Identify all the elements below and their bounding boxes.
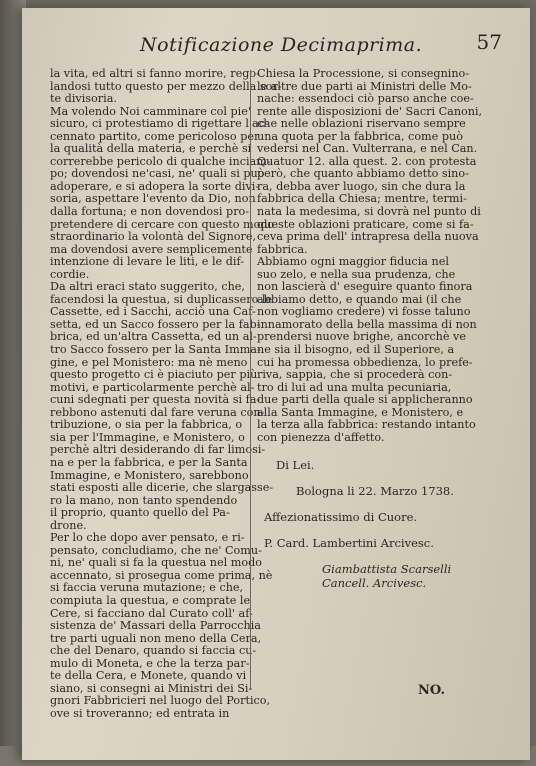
text-line: ove si troveranno; ed entrata in bbox=[50, 706, 230, 720]
text-line: tro di lui ad una multa pecuniaria, bbox=[257, 380, 452, 394]
text-line: dalla fortuna; e non dovendosi pro- bbox=[50, 205, 250, 219]
text-line: la terza alla fabbrica: restando intanto bbox=[257, 418, 476, 432]
text-line: na e per la fabbrica, e per la Santa bbox=[50, 455, 248, 469]
text-line: la qualità della materia, e perchè si bbox=[50, 142, 252, 156]
page-header bbox=[140, 30, 520, 60]
text-line: landosi tutto questo per mezzo della sor- bbox=[50, 79, 282, 93]
text-line: correrebbe pericolo di qualche inciam- bbox=[50, 154, 271, 168]
text-line: cordie. bbox=[50, 267, 90, 281]
text-line: però, che quanto abbiamo detto sino- bbox=[257, 167, 469, 181]
text-line: compiuta la questua, e comprate le bbox=[50, 593, 251, 607]
text-line: sia per l'Immagine, e Monistero, o bbox=[50, 430, 245, 444]
text-line: straordinario la volontà del Signore, bbox=[50, 230, 257, 244]
text-line: accennato, si prosegua come prima, nè bbox=[50, 568, 273, 582]
text-line: cui ha promessa obbedienza, lo prefe- bbox=[257, 355, 473, 369]
text-line: due parti della quale si applicheranno bbox=[257, 393, 473, 407]
text-line: motivi, e particolarmente perchè al- bbox=[50, 380, 255, 394]
text-line: setta, ed un Sacco fossero per la fab- bbox=[50, 317, 261, 331]
text-line: po; dovendosi ne'casi, ne' quali si può bbox=[50, 167, 265, 181]
text-line: si faccia veruna mutazione; e che, bbox=[50, 581, 244, 595]
text-line: una quota per la fabbrica, come può bbox=[257, 129, 463, 143]
text-line: gnori Fabbricieri nel luogo del Portico, bbox=[50, 694, 271, 708]
text-line: tribuzione, o sia per la fabbrica, o bbox=[50, 418, 243, 432]
salutation-di-lei: Di Lei. bbox=[276, 458, 315, 472]
signatory: P. Card. Lambertini Arcivesc. bbox=[264, 536, 434, 550]
catchword: NO. bbox=[418, 683, 445, 698]
left-text-column bbox=[50, 67, 282, 720]
text-line: Per lo che dopo aver pensato, e ri- bbox=[50, 531, 245, 545]
text-line: Cassette, ed i Sacchi, acciò una Caf- bbox=[50, 305, 256, 319]
text-line: la vita, ed altri si fanno morire, rego- bbox=[50, 67, 260, 80]
text-line: questo progetto ci è piaciuto per più bbox=[50, 368, 258, 382]
text-line: ra, debba aver luogo, sin che dura la bbox=[257, 179, 466, 193]
text-line: ni, ne' quali si fa la questua nel modo bbox=[50, 556, 263, 570]
text-line: mulo di Moneta, e che la terza par- bbox=[50, 656, 250, 670]
text-line: Abbiamo ogni maggior fiducia nel bbox=[257, 255, 449, 269]
text-line: alla Santa Immagine, e Monistero, e bbox=[257, 405, 464, 419]
text-line: fabbrica. bbox=[257, 242, 308, 256]
text-line: Chiesa la Processione, si consegnino- bbox=[257, 67, 470, 80]
date-line: Bologna li 22. Marzo 1738. bbox=[296, 484, 454, 498]
text-line: riva, sappia, che si procederà con- bbox=[257, 368, 453, 382]
text-line: adoperare, e si adopera la sorte divi- bbox=[50, 179, 260, 193]
text-line: soria, aspettare l'evento da Dio, non bbox=[50, 192, 256, 206]
text-line: ne sia il bisogno, ed il Superiore, a bbox=[257, 343, 455, 357]
text-line: suo zelo, e nella sua prudenza, che bbox=[257, 267, 456, 281]
text-line: ma dovendosi avere semplicemente bbox=[50, 242, 253, 256]
text-line: drone. bbox=[50, 518, 87, 532]
valediction: Affezionatissimo di Cuore. bbox=[264, 510, 418, 524]
text-line: cennato partito, come pericoloso per bbox=[50, 129, 260, 143]
text-line: il proprio, quanto quello del Pa- bbox=[50, 506, 230, 520]
text-line: perchè altri desiderando di far limosi- bbox=[50, 443, 266, 457]
text-line: Cere, si facciano dal Curato coll' af- bbox=[50, 606, 253, 620]
text-line: fabbrica della Chiesa; mentre, termi- bbox=[257, 192, 467, 206]
secretary-name: Giambattista Scarselli bbox=[322, 562, 452, 576]
text-line: gine, e pel Monistero: ma nè meno bbox=[50, 355, 248, 369]
text-line: rebbono astenuti dal fare veruna con- bbox=[50, 405, 265, 419]
text-line: facendosi la questua, si duplicassero le bbox=[50, 292, 273, 306]
text-line: brica, ed un'altra Cassetta, ed un al- bbox=[50, 330, 257, 344]
text-line: Da altri eraci stato suggerito, che, bbox=[50, 280, 245, 294]
text-line: intenzione di levare le liti, e le dif- bbox=[50, 255, 244, 269]
text-line: siano, si consegni ai Ministri dei Si- bbox=[50, 681, 253, 695]
text-line: non vogliamo credere) vi fosse taluno bbox=[257, 305, 471, 319]
text-line: che nelle oblazioni riservano sempre bbox=[257, 117, 466, 131]
text-line: abbiamo detto, e quando mai (il che bbox=[257, 292, 462, 306]
secretary-title: Cancell. Arcivesc. bbox=[322, 576, 427, 590]
text-line: stati esposti alle dicerie, che slargasse- bbox=[50, 481, 274, 495]
text-line: sistenza de' Massari della Parrocchia bbox=[50, 619, 261, 633]
text-line: Ma volendo Noi camminare col pie' bbox=[50, 104, 251, 118]
text-line: Immagine, e Monistero, sarebbono bbox=[50, 468, 249, 482]
text-line: te divisoria. bbox=[50, 92, 117, 106]
column-divider bbox=[250, 70, 251, 690]
text-line: pensato, concludiamo, che ne' Comu- bbox=[50, 543, 262, 557]
text-line: vedersi nel Can. Vulterrana, e nel Can. bbox=[257, 142, 478, 156]
text-line: ro la mano, non tanto spendendo bbox=[50, 493, 238, 507]
text-line: prendersi nuove brighe, ancorchè ve bbox=[257, 330, 466, 344]
text-line: Quatuor 12. alla quest. 2. con protesta bbox=[257, 154, 477, 168]
text-line: tre parti uguali non meno della Cera, bbox=[50, 631, 262, 645]
text-line: innamorato della bella massima di non bbox=[257, 317, 477, 331]
text-line: queste oblazioni praticare, come si fa- bbox=[257, 217, 474, 231]
text-line: sicuro, ci protestiamo di rigettare l'ac- bbox=[50, 117, 269, 131]
text-line: con pienezza d'affetto. bbox=[257, 430, 385, 444]
text-line: te della Cera, e Monete, quando vi bbox=[50, 669, 247, 683]
text-line: nata la medesima, si dovrà nel punto di bbox=[257, 205, 481, 219]
text-line: tro Sacco fossero per la Santa Imma- bbox=[50, 343, 261, 357]
text-line: nache: essendoci ciò parso anche coe- bbox=[257, 92, 474, 106]
running-title: Notificazione Decimaprima. bbox=[140, 34, 423, 56]
text-line: le altre due parti ai Ministri delle Mo- bbox=[257, 79, 472, 93]
right-text-column bbox=[257, 67, 483, 444]
text-line: rente alle disposizioni de' Sacri Canoni, bbox=[257, 104, 483, 118]
text-line: ceva prima dell' intrapresa della nuova bbox=[257, 230, 479, 244]
text-line: pretendere di cercare con questo modo bbox=[50, 217, 275, 231]
text-line: non lascierà d' eseguire quanto finora bbox=[257, 280, 473, 294]
text-line: cuni sdegnati per questa novità si fa- bbox=[50, 393, 261, 407]
text-line: che del Denaro, quando si faccia cu- bbox=[50, 644, 257, 658]
page-number: 57 bbox=[476, 30, 502, 54]
